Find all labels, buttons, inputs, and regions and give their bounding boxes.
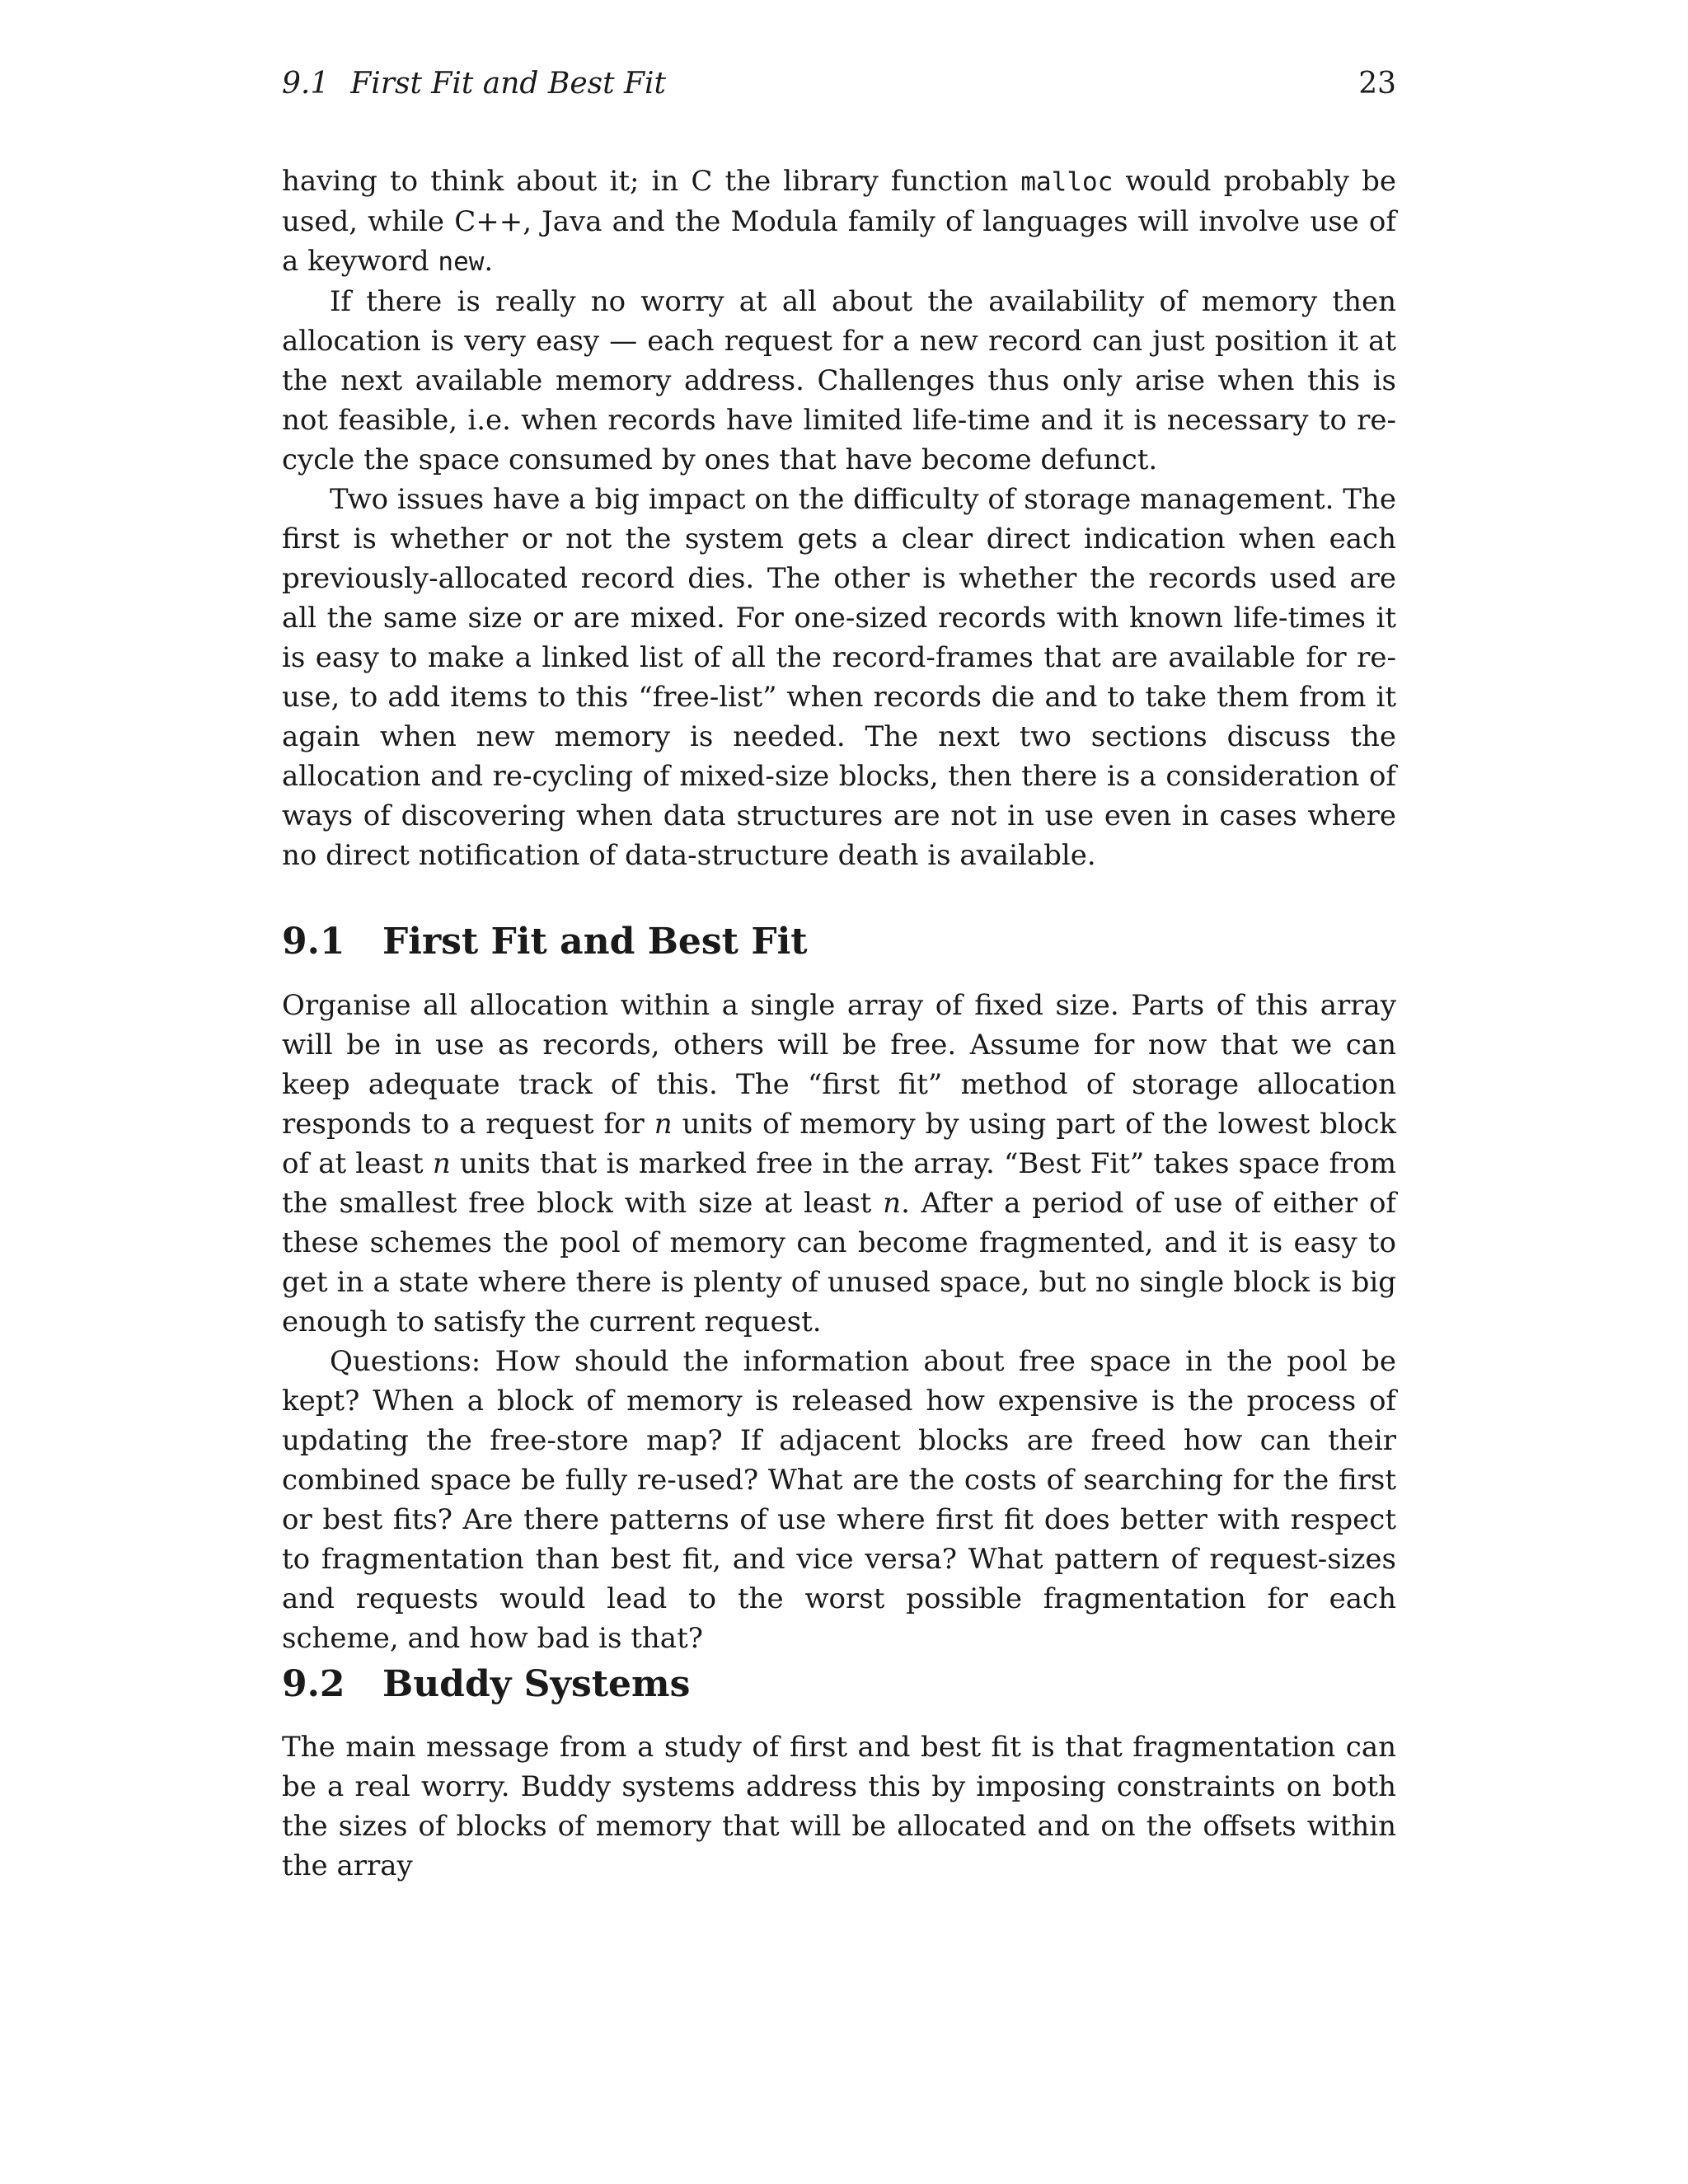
section-title: Buddy Systems	[382, 1663, 691, 1705]
running-head	[282, 59, 1396, 109]
section-number: 9.2	[282, 1663, 345, 1705]
section-9-2-paragraph-1: The main message from a study of first and best fit is that fragmentation can be a real worry. Buddy systems address this by imposing constraints on both the sizes of blocks of memory that will be allocated and on the offsets within the array	[282, 1731, 1396, 1882]
running-head-title: First Fit and Best Fit	[350, 67, 666, 101]
s91-p1-text-c: units that is marked free in the array. “Best Fit” takes space from the smallest free block with size at least	[282, 1147, 1396, 1220]
intro-paragraph-2: If there is really no worry at all about the availability of memory then allocation is very easy — each request for a new record can just position it at the next available memory address. Challenges thus only arise when this is not feasible, i.e. when records have limited life-time and it is necessary to re-cycle the space consumed by ones that have become defunct.	[282, 285, 1396, 476]
section-number: 9.1	[282, 921, 345, 963]
s91-p1-text-b: units of memory by using part of the lowest block of at least	[282, 1108, 1396, 1180]
page-number: 23	[1358, 67, 1396, 101]
intro-paragraph-3: Two issues have a big impact on the difficulty of storage management. The first is whether or not the system gets a clear direct indication when each previously-allocated record dies. The other is whether the records used are all the same size or are mixed. For one-sized records with known life-times it is easy to make a linked list of all the record-frames that are available for re-use, to add items to this “free-list” when records die and to take them from it again when new memory is needed. The next two sections discuss the allocation and re-cycling of mixed-size blocks, then there is a consideration of ways of discovering when data structures are not in use even in cases where no direct notification of data-structure death is available.	[282, 483, 1396, 872]
section-9-1-text	[282, 986, 1396, 1658]
intro-p1-text-b: would probably be used, while C++, Java and the Modula family of languages will involve use of a keyword	[282, 165, 1396, 278]
math-n: n	[432, 1147, 451, 1180]
intro-paragraph-1	[282, 162, 1396, 282]
section-title: First Fit and Best Fit	[382, 921, 808, 963]
s91-p1-text-d: . After a period of use of either of these schemes the pool of memory can become fragmented, and it is easy to get in a state where there is plenty of unused space, but no single block is big enough to satisfy the current request.	[282, 1187, 1397, 1338]
code-malloc: malloc	[1020, 167, 1114, 197]
math-n: n	[654, 1108, 673, 1141]
section-9-1-paragraph-1	[282, 986, 1396, 1342]
running-head-section: 9.1	[282, 67, 330, 101]
code-new: new	[438, 247, 485, 277]
intro-text	[282, 162, 1396, 875]
section-9-1-paragraph-2: Questions: How should the information about free space in the pool be kept? When a block of memory is released how expensive is the process of updating the free-store map? If adjacent blocks are freed how can their combined space be fully re-used? What are the costs of searching for the first or best fits? Are there patterns of use where first fit does better with respect to fragmentation than best fit, and vice versa? What pattern of request-sizes and requests would lead to the worst possible fragmentation for each scheme, and how bad is that?	[282, 1345, 1396, 1655]
s91-p1-text-a: Organise all allocation within a single array of fixed size. Parts of this array will be in use as records, others will be free. Assume for now that we can keep adequate track of this. The “first fit” method of storage allocation responds to a request for	[282, 989, 1396, 1141]
intro-p1-text-a: having to think about it; in C the library function	[282, 165, 1021, 198]
intro-p1-text-c: .	[484, 245, 494, 278]
math-n: n	[883, 1187, 902, 1220]
section-heading-9-1	[282, 917, 1396, 967]
section-heading-9-2	[282, 1660, 1396, 1709]
section-9-2-text	[282, 1727, 1396, 1886]
